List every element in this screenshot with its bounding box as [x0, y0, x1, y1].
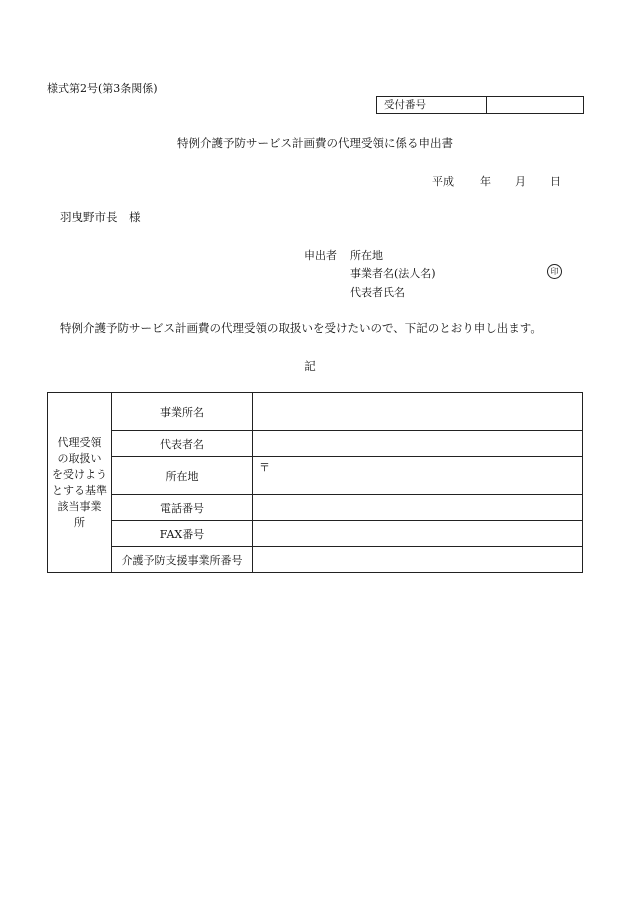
table-row [48, 495, 583, 521]
request-statement: 特例介護予防サービス計画費の代理受領の取扱いを受けたいので、下記のとおり申し出ます。 [60, 321, 542, 335]
row-header-line: 所 [74, 515, 85, 529]
applicant-heading: 申出者 [304, 249, 337, 262]
label-phone: 電話番号 [112, 495, 253, 521]
field-address[interactable]: 〒 [253, 457, 583, 495]
date-era: 平成 [432, 175, 454, 188]
row-header-line: とする基準 [52, 483, 107, 497]
row-header-line: 代理受領 [57, 435, 102, 449]
receipt-number-label: 受付番号 [377, 97, 487, 113]
field-phone[interactable] [253, 495, 583, 521]
table-row [48, 457, 583, 495]
date-year: 年 [480, 175, 491, 188]
label-representative: 代表者名 [112, 431, 253, 457]
table-row [48, 521, 583, 547]
date-line [432, 173, 561, 189]
receipt-number-field[interactable] [487, 97, 583, 113]
row-header-line: を受けよう [52, 467, 107, 481]
date-month: 月 [515, 175, 526, 188]
label-support-office-number: 介護予防支援事業所番号 [112, 547, 253, 573]
applicant-address-label: 所在地 [350, 249, 383, 262]
date-day: 日 [550, 175, 561, 188]
field-fax[interactable] [253, 521, 583, 547]
field-representative[interactable] [253, 431, 583, 457]
ki-heading: 記 [304, 359, 316, 373]
business-info-table [47, 392, 583, 573]
table-row [48, 431, 583, 457]
applicant-representative-label: 代表者氏名 [350, 286, 405, 299]
field-support-office-number[interactable] [253, 547, 583, 573]
row-header-line: 該当事業 [57, 499, 102, 513]
applicant-business-name-label: 事業者名(法人名) [350, 267, 436, 280]
label-address: 所在地 [112, 457, 253, 495]
document-title: 特例介護予防サービス計画費の代理受領に係る申出書 [177, 136, 453, 150]
row-header-line: の取扱い [57, 451, 102, 465]
seal-mark: 印 [547, 264, 562, 279]
field-business-name[interactable] [253, 393, 583, 431]
receipt-number-box [376, 96, 584, 114]
form-number: 様式第2号(第3条関係) [47, 82, 158, 95]
table-row [48, 547, 583, 573]
label-business-name: 事業所名 [112, 393, 253, 431]
row-header [48, 393, 112, 573]
label-fax: FAX番号 [112, 521, 253, 547]
table-row [48, 393, 583, 431]
addressee: 羽曳野市長 様 [60, 210, 141, 224]
